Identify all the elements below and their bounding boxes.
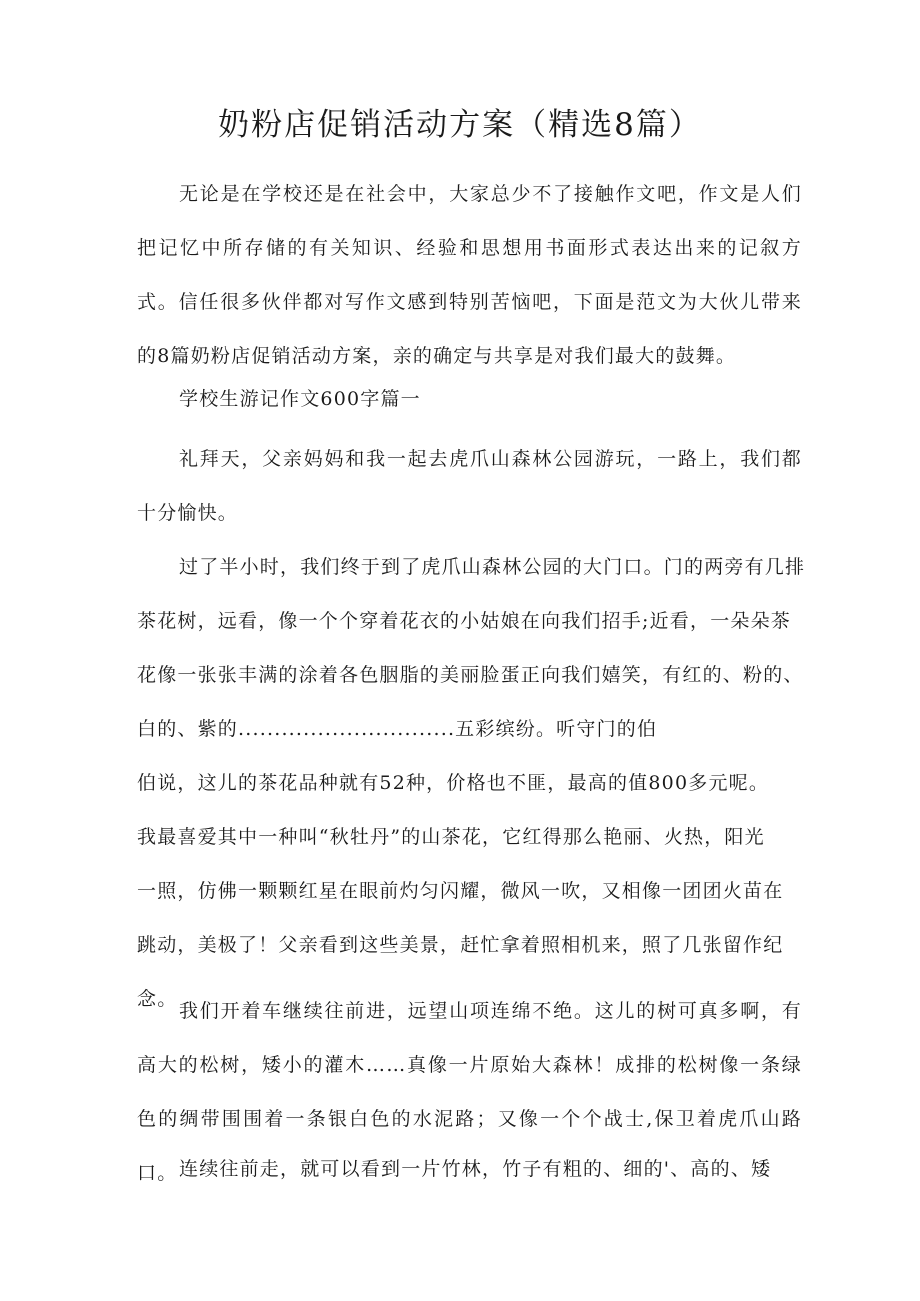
paragraph-3: 我们开着车继续往前进，远望山项连绵不绝。这儿的树可真多啊，有高大的松树，矮小的灌木……真像一片原始大森林！成排的松树像一条绿色的绸带围围着一条银白色的水泥路；又像一个个战士,保卫着虎爪山路口。 xyxy=(137,1000,802,1184)
paragraph-2-line: 跳动，美极了！父亲看到这些美景，赶忙拿着照相机来，照了几张留作纪 xyxy=(137,934,784,956)
section-heading: 学校生游记作文600字篇一 xyxy=(179,388,421,410)
paragraph-2 xyxy=(137,540,806,1026)
paragraph-2-line: 一照，仿佛一颗颗红星在眼前灼匀闪耀，微风一吹，又相像一团团火苗在 xyxy=(137,880,784,902)
paragraph-4: 连续往前走，就可以看到一片竹林，竹子有粗的、细的'、高的、矮 xyxy=(179,1158,772,1180)
paragraph-2-line: 我最喜爱其中一种叫“秋牡丹”的山茶花，它红得那么艳丽、火热，阳光 xyxy=(137,826,765,848)
paragraph-2-line: 念。 xyxy=(137,988,178,1010)
paragraph-2-line: 过了半小时，我们终于到了虎爪山森林公园的大门口。门的两旁有几排 xyxy=(179,556,806,578)
paragraph-2-line: 茶花树，远看，像一个个穿着花衣的小姑娘在向我们招手;近看，一朵朵茶 xyxy=(137,610,792,632)
paragraph-2-line: 白的、紫的..............................五彩缤纷。听守门的伯 xyxy=(137,718,658,740)
document-title: 奶粉店促销活动方案（精选8篇） xyxy=(218,107,702,143)
paragraph-2-line: 伯说，这儿的茶花品种就有52种，价格也不匪，最高的值800多元呢。 xyxy=(137,772,770,794)
intro-paragraph: 无论是在学校还是在社会中，大家总少不了接触作文吧，作文是人们把记忆中所存储的有关知识、经验和思想用书面形式表达出来的记叙方式。信任很多伙伴都对写作文感到特别苦恼吧，下面是范文为大伙儿带来的8篇奶粉店促销活动方案，亲的确定与共享是对我们最大的鼓舞。 xyxy=(137,183,802,367)
paragraph-1: 礼拜天，父亲妈妈和我一起去虎爪山森林公园游玩，一路上，我们都十分愉快。 xyxy=(137,448,802,524)
paragraph-2-line: 花像一张张丰满的涂着各色胭脂的美丽脸蛋正向我们嬉笑，有红的、粉的、 xyxy=(137,664,804,686)
